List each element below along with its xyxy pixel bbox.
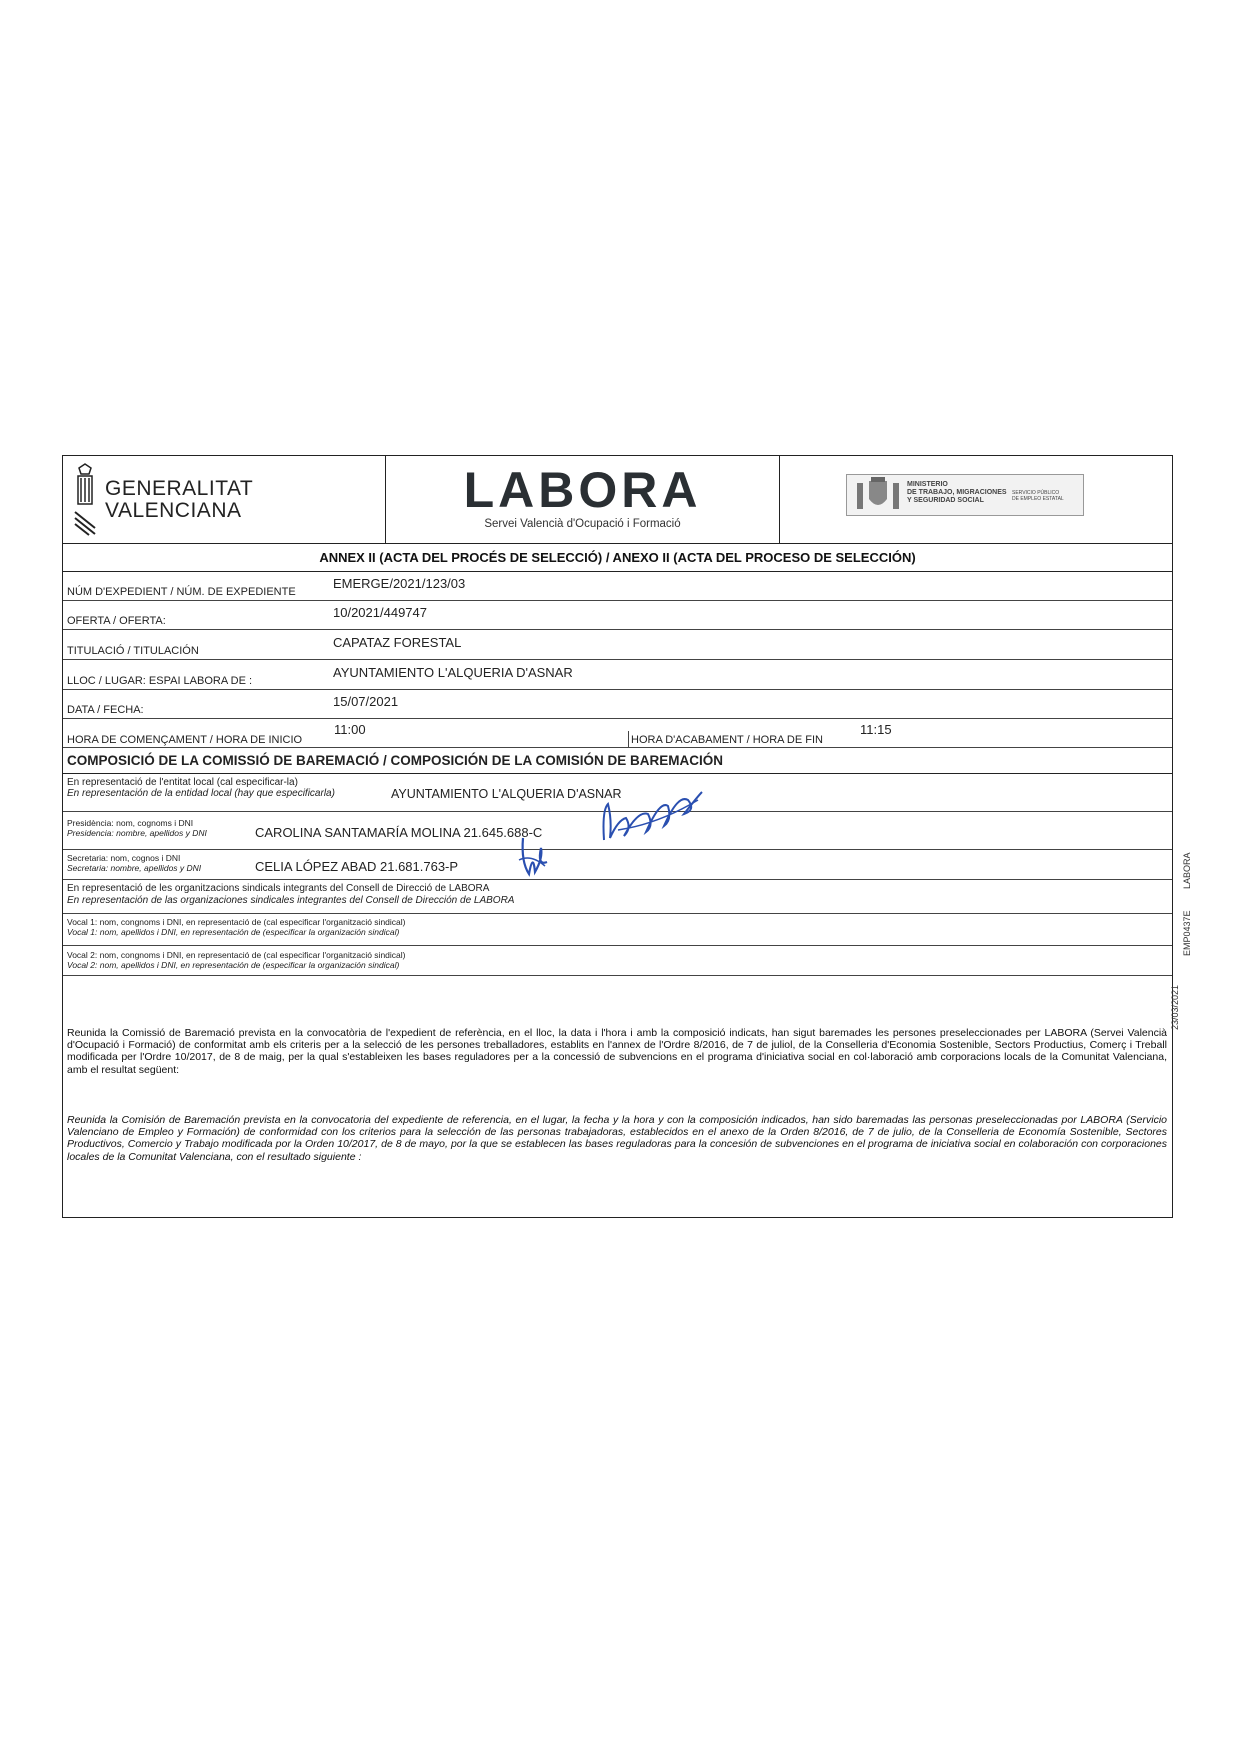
expedient-row xyxy=(63,572,1172,601)
entitat-label-ca: En representació de l'entitat local (cal especificar-la) xyxy=(67,777,298,788)
generalitat-line1: GENERALITAT xyxy=(105,477,254,500)
sepe-line1: SERVICIO PÚBLICO xyxy=(1012,490,1060,496)
side-label-labora: LABORA xyxy=(1182,852,1192,889)
secretaria-signature xyxy=(513,832,553,880)
secretaria-label-es: Secretaria: nombre, apellidos y DNI xyxy=(67,863,202,873)
oferta-label: OFERTA / OFERTA: xyxy=(67,615,166,627)
generalitat-emblem-icon xyxy=(71,462,101,536)
ministry-name xyxy=(907,481,1007,505)
sindicals-label xyxy=(67,883,514,907)
titulacio-label: TITULACIÓ / TITULACIÓN xyxy=(67,645,199,657)
lloc-value: AYUNTAMIENTO L'ALQUERIA D'ASNAR xyxy=(333,665,573,680)
spanish-coat-of-arms-icon xyxy=(855,477,901,513)
vocal1-row xyxy=(63,914,1172,946)
data-row xyxy=(63,690,1172,719)
lloc-label: LLOC / LUGAR: ESPAI LABORA DE : xyxy=(67,675,253,687)
sindicals-label-ca: En representació de les organitzacions sindicals integrants del Consell de Direcció de LABORA xyxy=(67,883,490,894)
labora-subtitle: Servei Valencià d'Ocupació i Formació xyxy=(484,518,681,530)
ministry-line2: DE TRABAJO, MIGRACIONES xyxy=(907,489,1007,496)
titulacio-value: CAPATAZ FORESTAL xyxy=(333,635,462,650)
hora-inici-label: HORA DE COMENÇAMENT / HORA DE INICIO xyxy=(67,734,303,746)
hora-fi-label: HORA D'ACABAMENT / HORA DE FIN xyxy=(631,734,823,746)
secretaria-value: CELIA LÓPEZ ABAD 21.681.763-P xyxy=(255,859,459,874)
composition-title: COMPOSICIÓ DE LA COMISSIÓ DE BAREMACIÓ / COMPOSICIÓN DE LA COMISIÓN DE BAREMACIÓN xyxy=(67,753,724,768)
sindicals-label-es: En representación de las organizaciones sindicales integrantes del Consell de Dirección de LABORA xyxy=(67,895,515,906)
sepe-name xyxy=(1012,490,1064,502)
hora-inici-value: 11:00 xyxy=(334,722,366,737)
vocal1-label-ca: Vocal 1: nom, congnoms i DNI, en representació de (cal especificar l'organització sindical) xyxy=(67,917,406,927)
sepe-line2: DE EMPLEO ESTATAL xyxy=(1012,496,1064,502)
composition-title-row xyxy=(63,748,1172,774)
hora-divider xyxy=(628,731,629,748)
data-value: 15/07/2021 xyxy=(333,694,399,709)
vocal2-row xyxy=(63,946,1172,976)
presidencia-signature xyxy=(598,780,708,850)
lloc-row xyxy=(63,660,1172,690)
hora-row xyxy=(63,719,1172,748)
secretaria-label-ca: Secretaria: nom, cognos i DNI xyxy=(67,853,181,863)
vocal2-label xyxy=(67,950,405,970)
entitat-label xyxy=(67,777,335,799)
generalitat-line2: VALENCIANA xyxy=(105,499,242,522)
oferta-row xyxy=(63,601,1172,630)
ministry-logo xyxy=(846,474,1084,516)
vocal1-label-es: Vocal 1: nom, apellidos i DNI, en representación de (especificar la organización sindical) xyxy=(67,927,400,937)
side-label-code: EMP0437E xyxy=(1182,910,1192,956)
hora-fi-value: 11:15 xyxy=(860,722,892,737)
sindicals-row xyxy=(63,880,1172,914)
ministry-line3: Y SEGURIDAD SOCIAL xyxy=(907,497,984,504)
vocal1-label xyxy=(67,917,405,937)
expedient-value: EMERGE/2021/123/03 xyxy=(333,576,466,591)
oferta-value: 10/2021/449747 xyxy=(333,605,427,620)
vocal2-label-es: Vocal 2: nom, apellidos i DNI, en representación de (especificar la organización sindical) xyxy=(67,960,400,970)
presidencia-value: CAROLINA SANTAMARÍA MOLINA 21.645.688-C xyxy=(255,825,543,840)
labora-logo: LABORA xyxy=(463,462,702,518)
annex-title: ANNEX II (ACTA DEL PROCÉS DE SELECCIÓ) / ANEXO II (ACTA DEL PROCESO DE SELECCIÓN) xyxy=(63,543,1172,572)
presidencia-label-ca: Presidència: nom, cognoms i DNI xyxy=(67,818,194,828)
presidencia-label-es: Presidencia: nombre, apellidos y DNI xyxy=(67,828,207,838)
secretaria-row xyxy=(63,850,1172,880)
paragraph-es: Reunida la Comisión de Baremación prevista en la convocatoria del expediente de referencia, en el lugar, la fecha y la hora y con la composición indicados, han sido baremadas las personas preseleccionadas por LABORA (Servicio Valenciano de Empleo y Formación) de conformidad con los criterios para la selección de las personas trabajadoras, establecidos en el anexo de la Orden 8/2016, de 7 de julio, de la Conselleria de Economía Sostenible, Sectores Productivos, Comercio y Trabajo modificada por la Orden 10/2017, de 8 de mayo, por la que se establecen las bases reguladoras para la concesión de subvenciones en el programa de iniciativa social en colaboración con corporaciones locales de la Comunitat Valenciana, con el resultado siguiente : xyxy=(67,1114,1167,1163)
side-label-date: 23/03/2021 xyxy=(1170,984,1180,1030)
expedient-label: NÚM D'EXPEDIENT / NÚM. DE EXPEDIENTE xyxy=(67,586,296,598)
generalitat-logo-cell xyxy=(63,456,386,543)
data-label: DATA / FECHA: xyxy=(67,704,144,716)
paragraph-ca: Reunida la Comissió de Baremació prevista en la convocatòria de l'expedient de referència, en el lloc, la data i l'hora i amb la composició indicats, han sigut baremades les persones preseleccionades per LABORA (Servei Valencià d'Ocupació i Formació) de conformitat amb els criteris per a la selecció de les persones treballadores, establits en l'annex de l'Ordre 8/2016, de 7 de juliol, de la Conselleria d'Economia Sostenible, Sectors Productius, Comerç i Treball modificada per l'Ordre 10/2017, de 8 de maig, per la qual s'estableixen les bases reguladores per a la concessió de subvencions en el programa d'iniciativa social en col·laboració amb corporacions locals de la Comunitat Valenciana, amb el resultat següent: xyxy=(67,1027,1167,1076)
presidencia-row xyxy=(63,812,1172,850)
titulacio-row xyxy=(63,630,1172,660)
presidencia-label xyxy=(67,818,207,838)
form-document xyxy=(62,455,1173,1218)
ministry-line1: MINISTERIO xyxy=(907,481,948,488)
entitat-label-es: En representación de la entidad local (hay que especificarla) xyxy=(67,788,335,799)
vocal2-label-ca: Vocal 2: nom, congnoms i DNI, en representació de (cal especificar l'organització sindical) xyxy=(67,950,406,960)
form-header xyxy=(63,456,1172,544)
generalitat-wordmark xyxy=(105,478,253,522)
labora-logo-cell xyxy=(386,456,780,543)
secretaria-label xyxy=(67,853,201,873)
ministry-logo-cell xyxy=(780,456,1172,543)
entitat-value: AYUNTAMIENTO L'ALQUERIA D'ASNAR xyxy=(391,787,622,801)
